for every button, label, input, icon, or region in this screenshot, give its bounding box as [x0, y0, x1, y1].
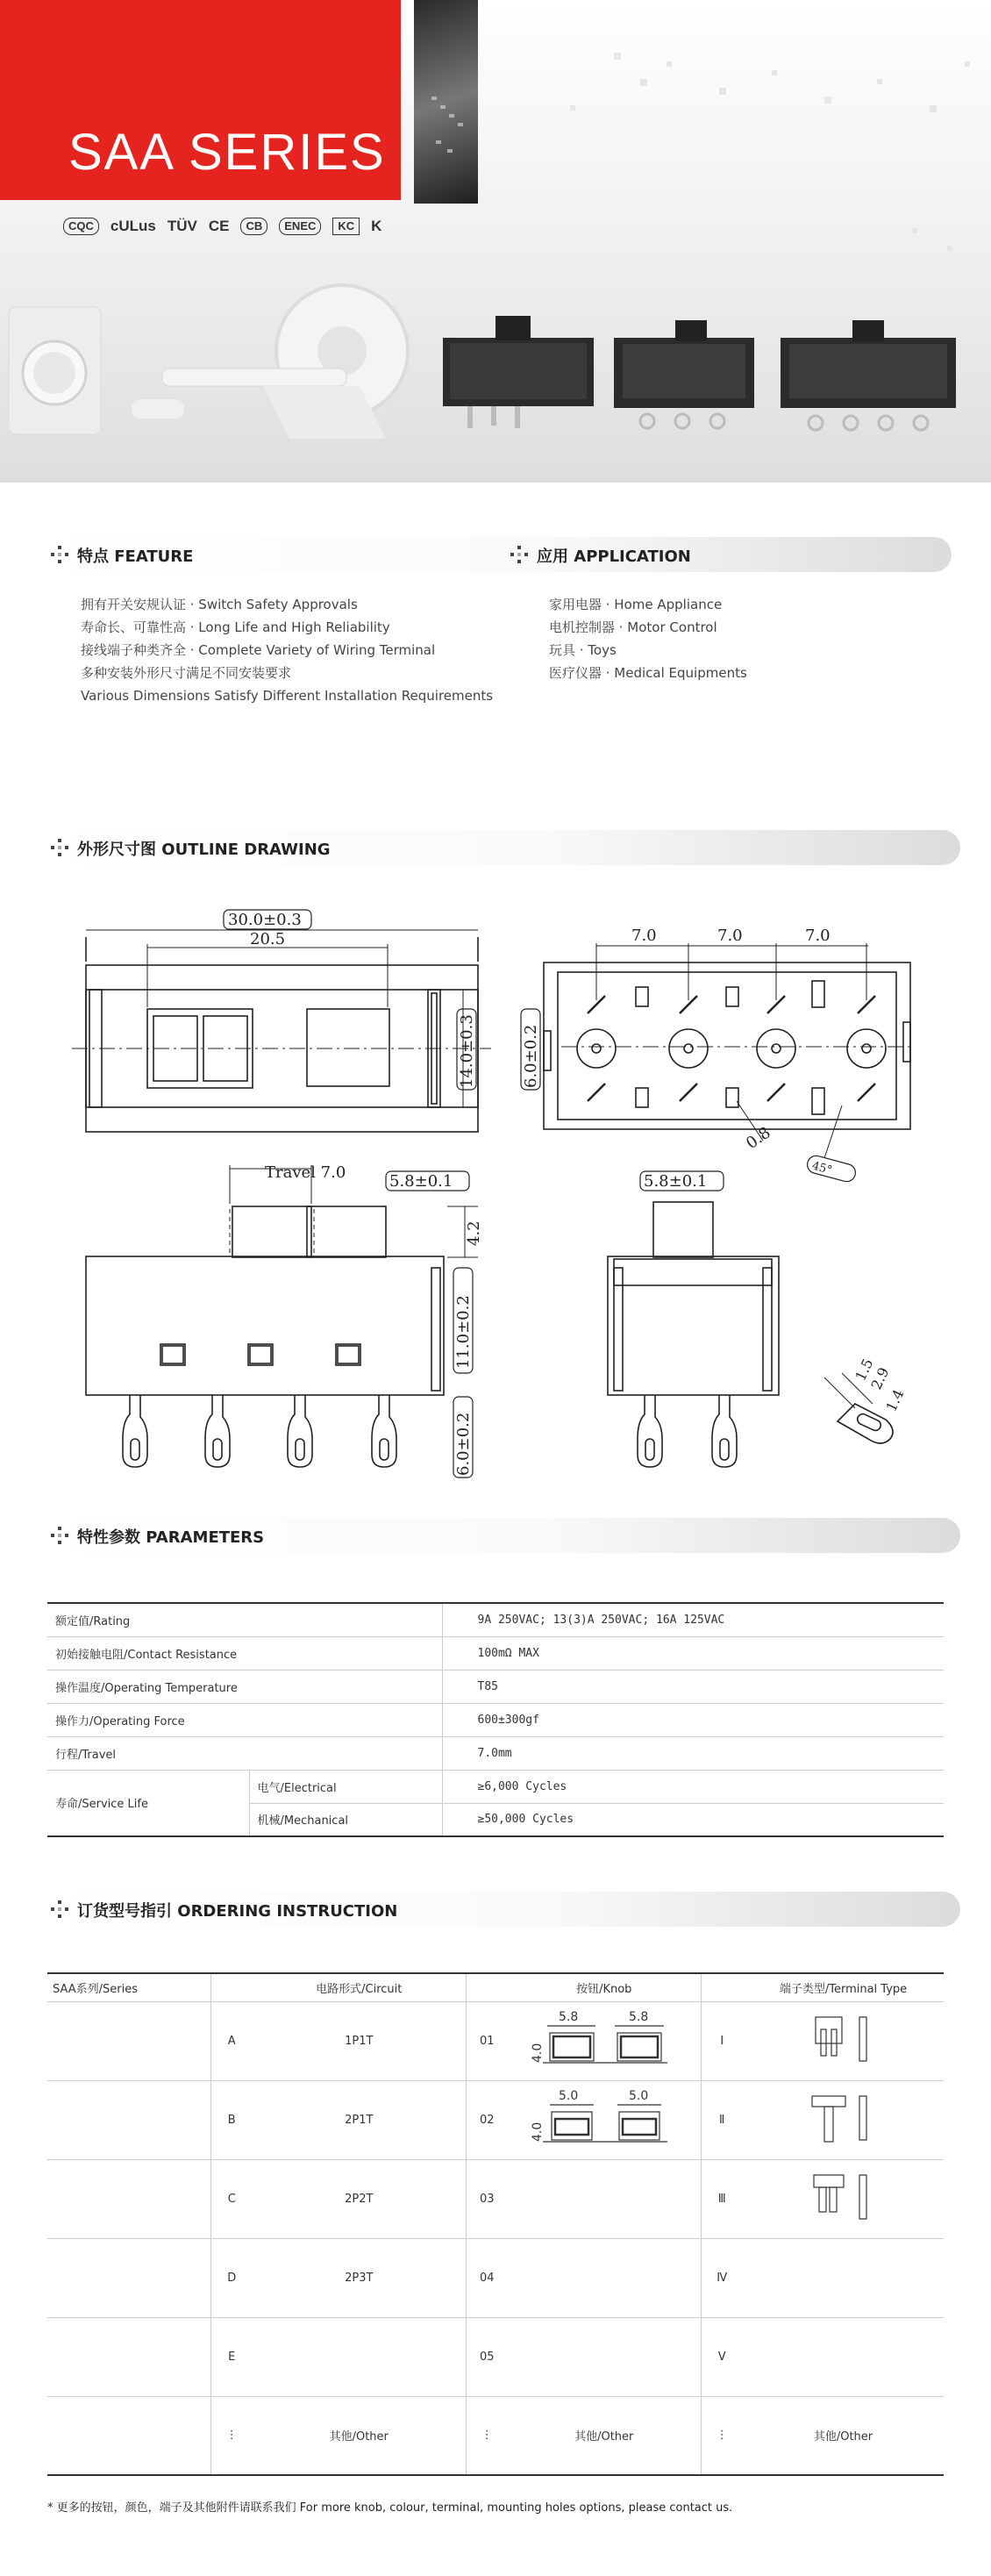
parameters-title: 特性参数 PARAMETERS — [77, 1528, 265, 1547]
terminal-drawing-3 — [743, 2159, 944, 2238]
header-terminal: 端子类型/Terminal Type — [743, 1973, 944, 2001]
param-label: 行程/Travel — [47, 1736, 442, 1770]
dim-term-len: 6.0±0.2 — [454, 1412, 473, 1476]
circuit-code: C — [210, 2159, 253, 2238]
circuit-value: 其他/Other — [253, 2396, 466, 2475]
knob02-h: 4.0 — [530, 2122, 545, 2142]
switch-product-3 — [781, 320, 956, 430]
knob01-w1: 5.8 — [558, 2010, 579, 2024]
table-row — [47, 2396, 944, 2475]
circuit-code: B — [210, 2080, 253, 2159]
circuit-code: E — [210, 2317, 253, 2396]
terminal-drawing-1 — [743, 2001, 944, 2080]
diamond-dots-icon — [51, 1527, 68, 1544]
medical-scanner-image — [132, 285, 408, 439]
dim-pitch-2: 7.0 — [717, 927, 743, 945]
dim-inner-width: 20.5 — [250, 930, 286, 948]
end-view — [608, 1171, 779, 1467]
circuit-code: ⋮ — [210, 2396, 253, 2475]
feature-item: 拥有开关安规认证 · Switch Safety Approvals — [81, 597, 358, 612]
outline-drawing — [0, 877, 991, 1492]
dim-hole: 0.8 — [743, 1123, 774, 1154]
header-circuit: 电路形式/Circuit — [253, 1973, 466, 2001]
terminal-value: 其他/Other — [743, 2396, 944, 2475]
feature-item: 接线端子种类齐全 · Complete Variety of Wiring Terminal — [81, 642, 436, 658]
circuit-code: D — [210, 2238, 253, 2317]
table-row — [47, 1603, 944, 1636]
terminal-code: Ⅳ — [701, 2238, 743, 2317]
dim-side-knob: 5.8±0.1 — [644, 1172, 708, 1191]
outline-title: 外形尺寸图 OUTLINE DRAWING — [77, 841, 331, 859]
diamond-dots-icon — [51, 546, 68, 563]
table-row — [47, 1670, 944, 1703]
diamond-dots-icon — [51, 1900, 68, 1918]
cert-enec: ENEC — [279, 218, 321, 235]
dim-term-a: 1.5 — [852, 1356, 877, 1384]
circuit-value: 2P3T — [253, 2238, 466, 2317]
param-value: ≥6,000 Cycles — [442, 1770, 944, 1803]
background-photo — [0, 0, 991, 483]
side-view — [86, 1163, 483, 1478]
knob-code: 05 — [466, 2317, 508, 2396]
cert-cqc: CQC — [63, 218, 99, 235]
washing-machine-image — [9, 307, 101, 434]
terminal-code: Ⅰ — [701, 2001, 743, 2080]
knob02-w2: 5.0 — [628, 2089, 649, 2103]
param-value: 7.0mm — [442, 1736, 944, 1770]
knob-drawing-02 — [508, 2080, 701, 2159]
application-title: 应用 APPLICATION — [537, 547, 691, 566]
knob-code: 01 — [466, 2001, 508, 2080]
table-row — [47, 2001, 944, 2080]
dim-knob-height: 4.2 — [465, 1220, 483, 1246]
terminal-row — [577, 981, 886, 1114]
application-item: 电机控制器 · Motor Control — [549, 619, 717, 635]
table-row — [47, 2159, 944, 2238]
dim-angle: 45° — [810, 1159, 834, 1177]
dim-travel: Travel 7.0 — [265, 1163, 346, 1182]
param-sub-label: 电气/Electrical — [249, 1770, 442, 1803]
terminal-code: Ⅴ — [701, 2317, 743, 2396]
terminal-legs — [123, 1395, 396, 1467]
circuit-value: 2P1T — [253, 2080, 466, 2159]
knob-code: 02 — [466, 2080, 508, 2159]
param-label: 操作温度/Operating Temperature — [47, 1670, 442, 1703]
dim-term-c: 1.4 — [882, 1386, 908, 1414]
series-title: SAA SERIES — [68, 124, 386, 181]
knob-code: ⋮ — [466, 2396, 508, 2475]
terminal-code: Ⅱ — [701, 2080, 743, 2159]
feature-item: Various Dimensions Satisfy Different Installation Requirements — [81, 688, 494, 704]
param-value: 9A 250VAC; 13(3)A 250VAC; 16A 125VAC — [442, 1603, 944, 1636]
header-series: SAA系列/Series — [47, 1973, 210, 2001]
knob01-w2: 5.8 — [628, 2010, 649, 2024]
knob-value: 其他/Other — [508, 2396, 701, 2475]
table-header-row — [47, 1973, 944, 2001]
param-value: T85 — [442, 1670, 944, 1703]
param-label: 操作力/Operating Force — [47, 1703, 442, 1736]
cert-tuv: TÜV — [167, 218, 197, 234]
dim-overall-width: 30.0±0.3 — [228, 911, 302, 929]
terminal-code: Ⅲ — [701, 2159, 743, 2238]
application-item: 玩具 · Toys — [549, 642, 617, 658]
table-row — [47, 1703, 944, 1736]
ordering-title: 订货型号指引 ORDERING INSTRUCTION — [77, 1902, 398, 1921]
ordering-table — [47, 1972, 944, 2476]
knob-code: 03 — [466, 2159, 508, 2238]
param-label: 寿命/Service Life — [47, 1770, 249, 1836]
hero-banner — [0, 0, 991, 483]
dim-body-height: 11.0±0.2 — [454, 1295, 473, 1369]
cert-ul: cULus — [110, 218, 156, 234]
dim-height-top: 14.0±0.3 — [458, 1014, 476, 1088]
param-sub-label: 机械/Mechanical — [249, 1803, 442, 1836]
diamond-dots-icon — [51, 839, 68, 856]
terminal-drawing-2 — [743, 2080, 944, 2159]
table-row — [47, 2317, 944, 2396]
table-row — [47, 2080, 944, 2159]
cert-ce: CE — [208, 218, 230, 234]
dim-pitch-3: 7.0 — [805, 927, 831, 945]
switch-product-2 — [614, 320, 754, 428]
cert-kc: KC — [332, 218, 360, 235]
table-row — [47, 1636, 944, 1670]
application-item: 医疗仪器 · Medical Equipments — [549, 665, 747, 681]
table-row — [47, 1736, 944, 1770]
knob-drawing-01 — [508, 2001, 701, 2080]
cert-k: K — [371, 218, 382, 234]
circuit-value: 1P1T — [253, 2001, 466, 2080]
cert-cb: CB — [240, 218, 267, 235]
circuit-value: 2P2T — [253, 2159, 466, 2238]
feature-list — [81, 593, 493, 707]
application-list — [549, 593, 747, 684]
dim-term-b: 2.9 — [867, 1364, 893, 1392]
certification-row — [63, 218, 381, 235]
diamond-dots-icon — [510, 546, 528, 563]
top-view — [72, 910, 491, 1132]
parameters-table — [47, 1602, 944, 1837]
terminal-code: ⋮ — [701, 2396, 743, 2475]
bottom-view — [521, 927, 912, 1184]
feature-item: 多种安装外形尺寸满足不同安装要求 — [81, 665, 292, 681]
circuit-value — [253, 2317, 466, 2396]
param-value: ≥50,000 Cycles — [442, 1803, 944, 1836]
knob-code: 04 — [466, 2238, 508, 2317]
header-knob: 按钮/Knob — [508, 1973, 701, 2001]
knob01-h: 4.0 — [530, 2043, 545, 2063]
param-value: 600±300gf — [442, 1703, 944, 1736]
table-row — [47, 2238, 944, 2317]
knob02-w1: 5.0 — [558, 2089, 579, 2103]
param-label: 额定值/Rating — [47, 1603, 442, 1636]
circuit-code: A — [210, 2001, 253, 2080]
switch-product-1 — [443, 316, 594, 428]
footnote: * 更多的按钮，颜色，端子及其他附件请联系我们 For more knob, colour, terminal, mounting holes options, please contact us. — [47, 2501, 733, 2515]
dim-knob-width: 5.8±0.1 — [389, 1172, 453, 1191]
feature-item: 寿命长、可靠性高 · Long Life and High Reliability — [81, 619, 390, 635]
param-label: 初始接触电阻/Contact Resistance — [47, 1636, 442, 1670]
feature-title: 特点 FEATURE — [77, 547, 194, 566]
param-value: 100mΩ MAX — [442, 1636, 944, 1670]
application-item: 家用电器 · Home Appliance — [549, 597, 723, 612]
terminal-detail — [824, 1356, 907, 1443]
dim-pitch-1: 7.0 — [631, 927, 657, 945]
table-row — [47, 1770, 944, 1803]
dim-end-height: 6.0±0.2 — [522, 1024, 540, 1088]
